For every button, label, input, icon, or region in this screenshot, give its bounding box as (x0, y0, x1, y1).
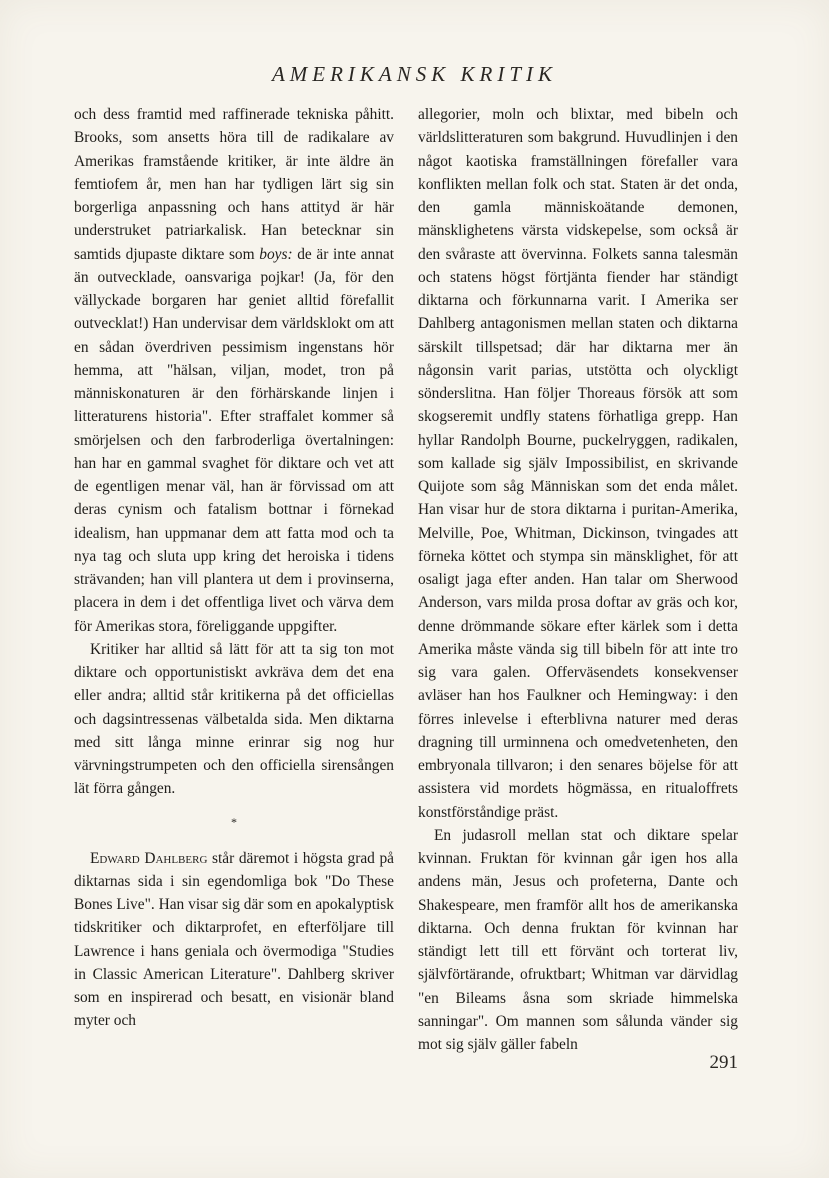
left-column (74, 103, 394, 1033)
paragraph-text: och dess framtid med raffinerade tekniska påhitt. Brooks, som ansetts höra till de radikalare av Amerikas framstående kritiker, är inte äldre än femtiofem år, men han har tydligen lärt sig sin borgerliga anpassning och hans attityd är här understruket patriarkalisk. Han betecknar sin samtids djupaste diktare som (74, 106, 394, 263)
paragraph-text: de är inte annat än outvecklade, oansvariga pojkar! (Ja, för den vällyckade borgaren har geniet alltid förefallit outvecklat!) Han undervisar dem världsklokt om att en sådan överdriven pessimism ingenstans hör hemma, att "hälsan, viljan, modet, tron på människonaturen är den förhärskande linjen i litteraturens historia". Efter straffalet kommer så smörjelsen och den farbroderliga övertalningen: han har en gammal svaghet för diktare och vet att de egentligen menar väl, han är förvissad om att deras cynism och fatalism bottnar i förnekad idealism, han uppmanar dem att fatta mod och ta nya tag och sluta upp kring det heroiska i tidens strävanden; han vill plantera ut dem i provinserna, placera in dem i det offentliga livet och värva dem för Amerikas stora, föreliggande uppgifter. (74, 245, 395, 635)
paragraph: Kritiker har alltid så lätt för att ta sig ton mot diktare och opportunistiskt avkräva dem det ena eller andra; alltid står kritikerna på det officiellas och dagsintressenas välbetalda sida. Men diktarna med sitt långa minne erinrar sig nog hur värvningstrumpeten och den officiella sirensången lät förra gången. (74, 640, 394, 798)
paragraph-text: står däremot i högsta grad på diktarnas sida i sin egendomliga bok "Do These Bones Live". Han visar sig där som en apokalyptisk tidskritiker och diktarprofet, en efterföljare till Lawrence i hans geniala och övermodiga "Studies in Classic American Literature". Dahlberg skriver som en inspirerad och besatt, en visionär bland myter och (74, 849, 394, 1030)
paragraph: allegorier, moln och blixtar, med bibeln och världslitteraturen som bakgrund. Huvudlinjen i den något kaotiska framställningen förefaller vara konflikten mellan folk och stat. Staten är det onda, den gamla människoätande demonen, mänsklighetens värsta vidskepelse, som också är den svåraste att övervinna. Folkets sanna talesmän och statens högst förtjänta fiender har ständigt diktarna och förkunnarna varit. I Amerika ser Dahlberg antagonismen mellan staten och diktarna särskilt tillspetsad; där har diktarna mer än någonsin varit parias, utstötta och olyckligt sönderslitna. Han följer Thoreaus försök att som skogseremit undfly statens förhatliga grepp. Han hyllar Randolph Bourne, puckelryggen, radikalen, som kallade sig själv Impossibilist, en skrivande Quijote som såg Människan som det enda målet. Han visar hur de stora diktarna i puritan-Amerika, Melville, Poe, Whitman, Dickinson, tvingades att förneka köttet och stympa sin mänsklighet, för att osaligt jaga efter anden. Han talar om Sherwood Anderson, vars milda prosa doftar av gräs och kor, denne drömmande sökare efter kärlek som i detta Amerika måste vända sig till bibeln för att inte tro sig vara galen. Offerväsendets konsekvenser avläser han hos Faulkner och Hemingway: i den förres inlevelse i efterblivna naturer med deras dragning till urminnena och omedvetenheten, den embryonala tillvaron; i den senares böjelse för att assistera vid mordets högmässa, en ritualoffrets konstförståndige präst. (418, 106, 738, 821)
section-separator: * (231, 814, 237, 829)
author-name: Edward Dahlberg (90, 849, 208, 867)
running-header: AMERIKANSK KRITIK (271, 62, 558, 86)
paragraph: En judasroll mellan stat och diktare spelar kvinnan. Fruktan för kvinnan går igen hos alla andens män, Jesus och profeterna, Dante och Shakespeare, men framför allt hos de amerikanska diktarna. Och denna fruktan för kvinnan har ständigt lett till ett förvänt och torterat liv, självförtärande, ofruktbart; Whitman var därvidlag "en Bileams åsna som skriade himmelska sanningar". Om mannen som sålunda vänder sig mot sig själv gäller fabeln (418, 826, 738, 1053)
right-column (418, 103, 738, 1056)
paragraph (74, 103, 394, 638)
paragraph (74, 847, 394, 1033)
emphasis-text: boys: (259, 245, 293, 263)
page-number: 291 (709, 1052, 738, 1073)
